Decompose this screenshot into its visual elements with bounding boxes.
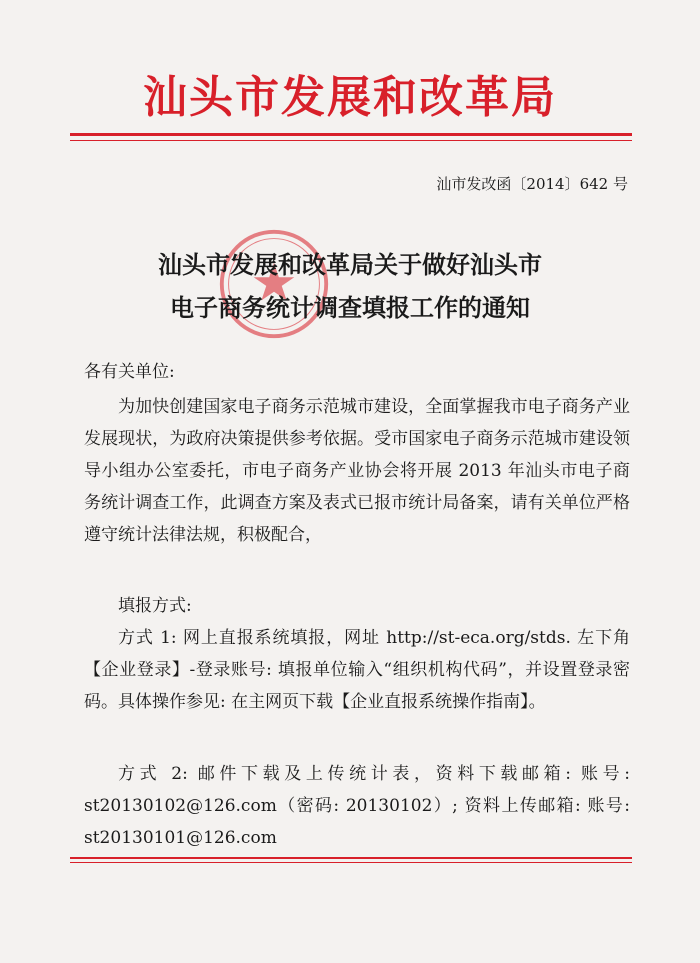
method-heading: 填报方式: [118,596,192,616]
letterhead-rule-thick [70,133,632,136]
letterhead-rule-thin [70,140,632,141]
notice-title-line2: 电子商务统计调查填报工作的通知 [170,293,530,322]
method-1-paragraph: 方式 1: 网上直报系统填报，网址 http://st-eca.org/stds. 左下角【企业登录】-登录账号: 填报单位输入“组织机构代码”，并设置登录密码。具体操作参见: 在主网页下载【企业直报系统操作指南】。 [84,628,630,712]
intro-paragraph: 为加快创建国家电子商务示范城市建设，全面掌握我市电子商务产业发展现状，为政府决策提供参考依据。受市国家电子商务示范城市建设领导小组办公室委托，市电子商务产业协会将开展 2013 年汕头市电子商务统计调查工作，此调查方案及表式已报市统计局备案，请有关单位严格遵守统计法律法规，积极配合， [84,397,630,545]
footer-rule-thin [70,862,632,863]
method-2-paragraph: 方式 2: 邮件下载及上传统计表，资料下载邮箱: 账号: st20130102@126.com（密码: 20130102）; 资料上传邮箱: 账号: st20130101@126.com [84,764,630,848]
letterhead-title: 汕头市发展和改革局 [143,72,557,123]
footer-rule-thick [70,857,632,859]
document-number: 汕市发改函〔2014〕642 号 [436,175,628,193]
salutation: 各有关单位: [84,362,175,382]
notice-title-line1: 汕头市发展和改革局关于做好汕头市 [158,250,542,279]
